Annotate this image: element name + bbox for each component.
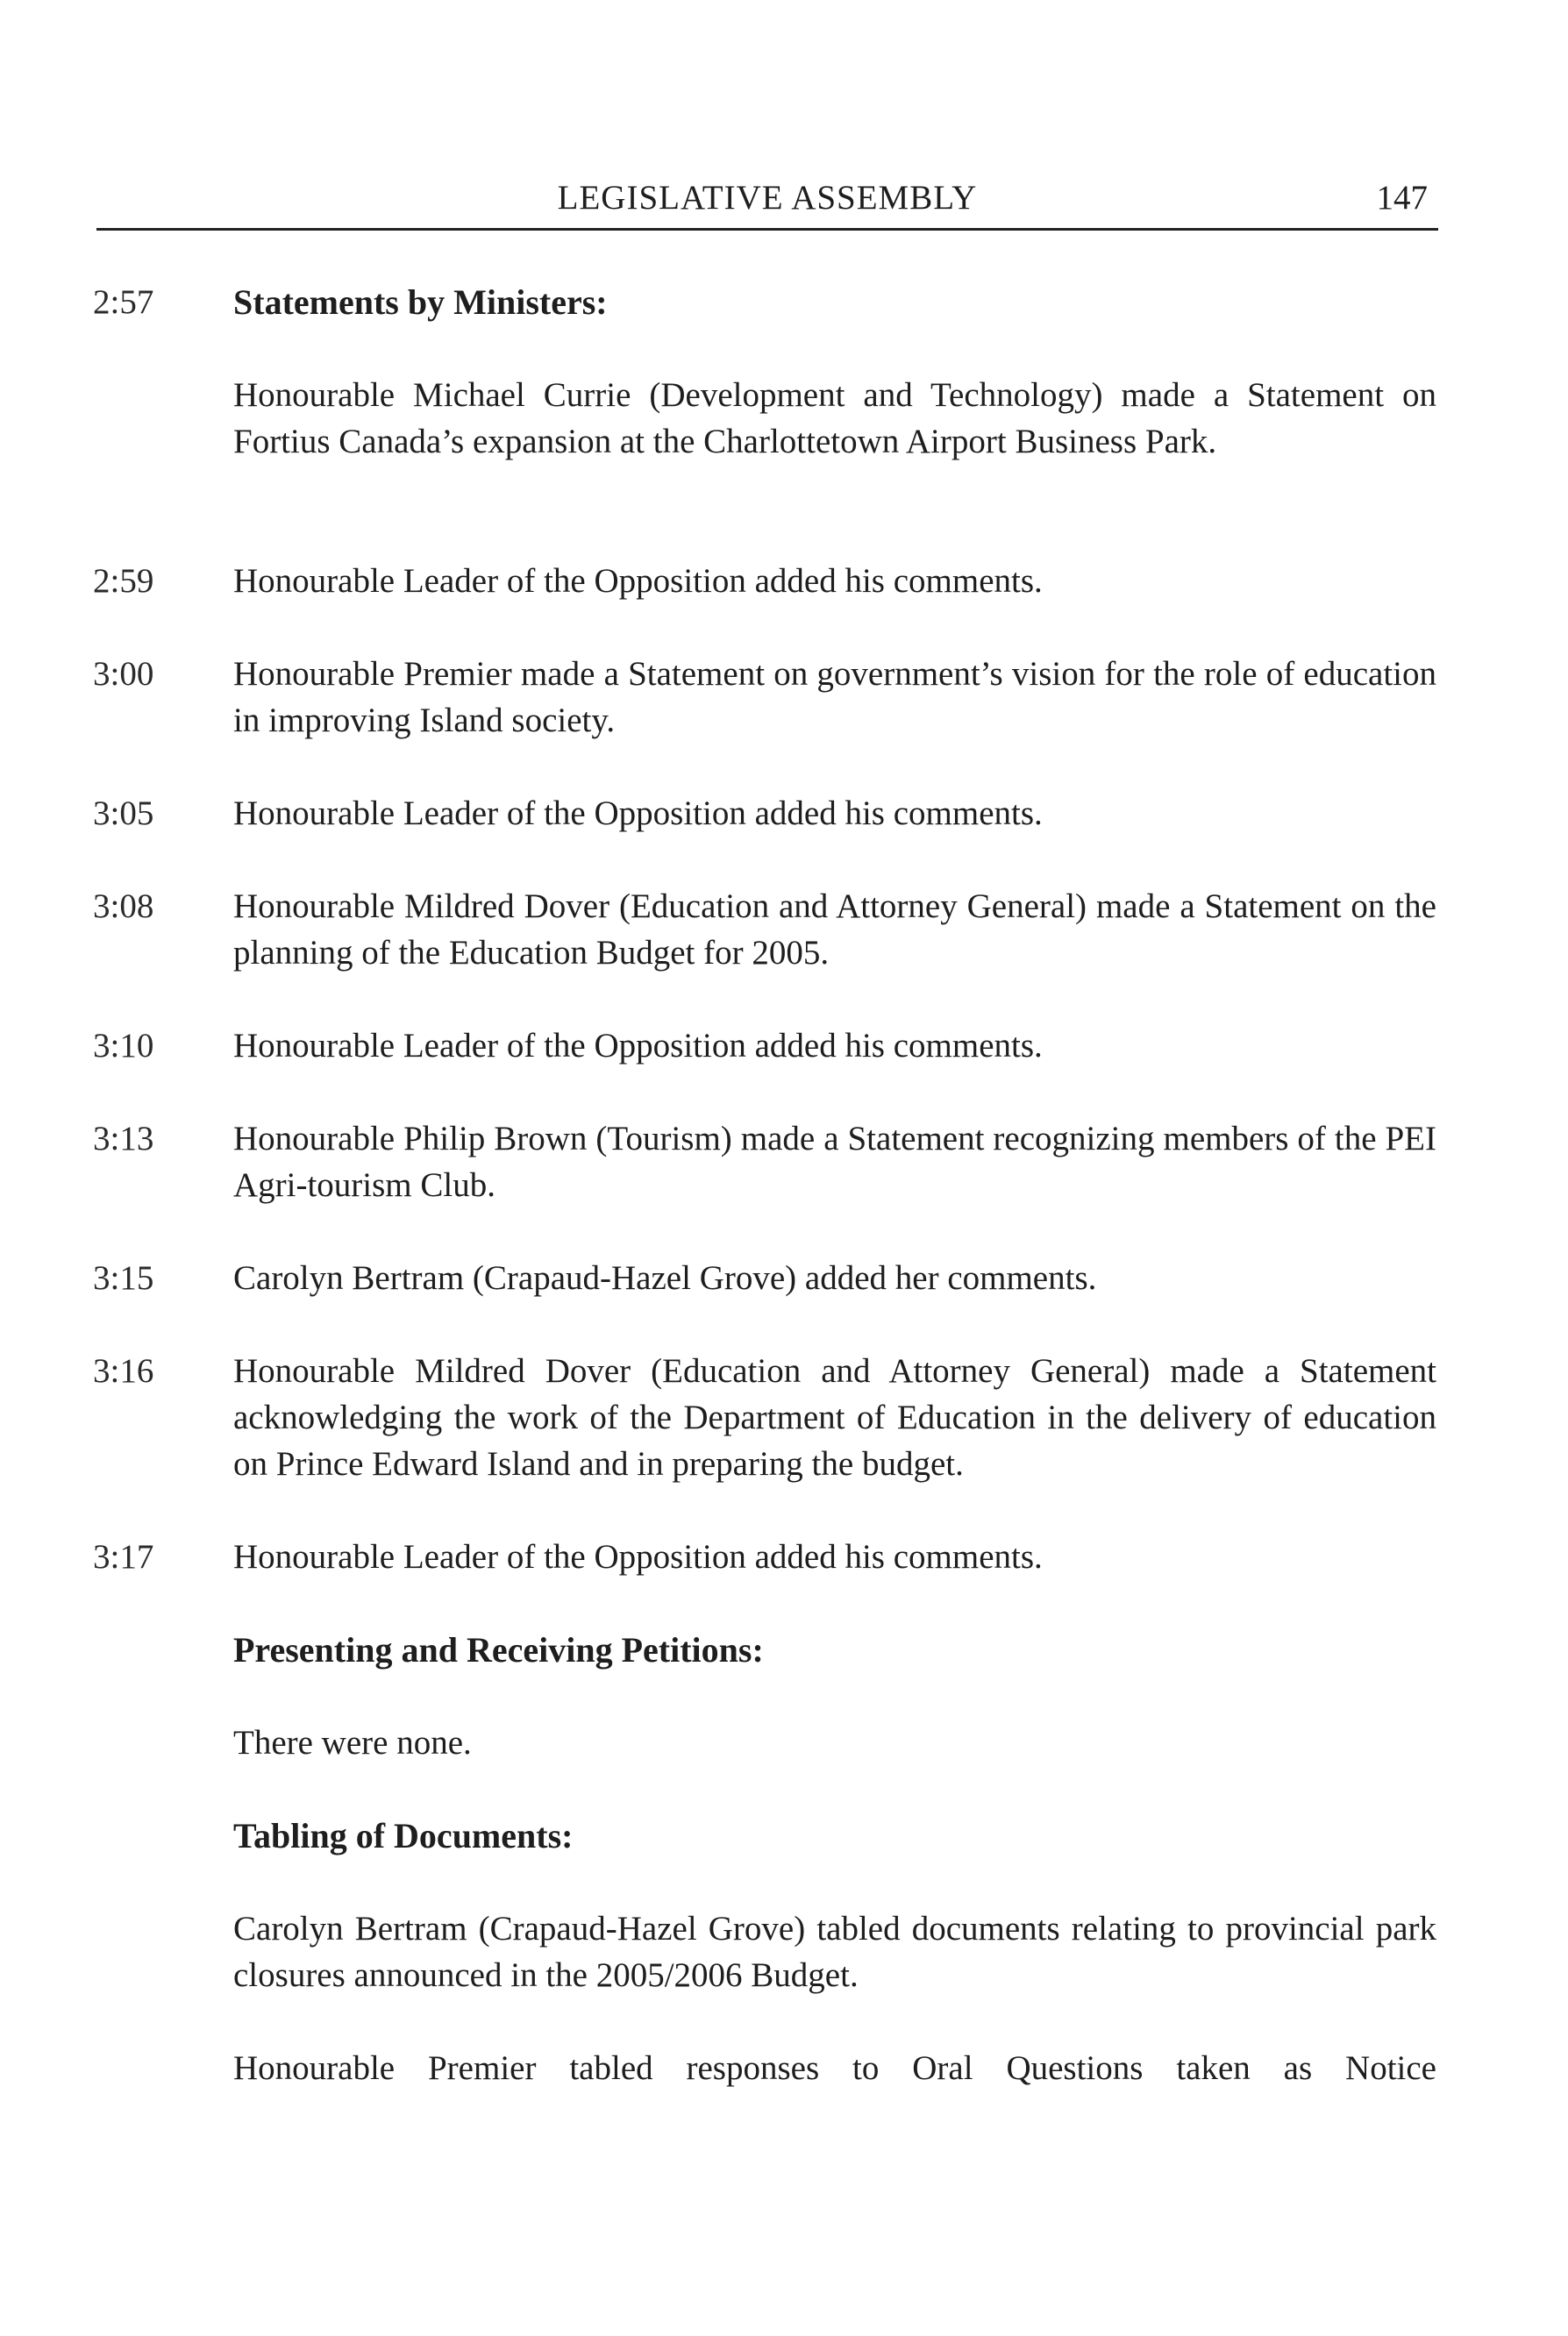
petitions-text: There were none. bbox=[233, 1724, 472, 1762]
entry-time: 3:05 bbox=[93, 794, 154, 832]
entry-time: 3:16 bbox=[93, 1352, 154, 1390]
entry-time: 3:08 bbox=[93, 887, 154, 925]
entry-text: Honourable Michael Currie (Development and Technology) made a Statement on Fortius Canada’s expansion at the Charlottetown Airport Business Park. bbox=[233, 376, 1436, 460]
entry-text: Honourable Mildred Dover (Education and Attorney General) made a Statement on the planning of the Education Budget for 2005. bbox=[233, 887, 1436, 972]
entry-time: 3:13 bbox=[93, 1120, 154, 1157]
entry-text: Honourable Mildred Dover (Education and Attorney General) made a Statement acknowledging the work of the Department of Education in the delivery of education on Prince Edward Island and in preparing the budget. bbox=[233, 1352, 1436, 1483]
entry-time: 3:15 bbox=[93, 1259, 154, 1297]
section-heading-petitions: Presenting and Receiving Petitions: bbox=[233, 1630, 764, 1670]
section-heading-tabling: Tabling of Documents: bbox=[233, 1816, 574, 1855]
entry-text: Honourable Philip Brown (Tourism) made a Statement recognizing members of the PEI Agri-tourism Club. bbox=[233, 1120, 1436, 1204]
running-title: LEGISLATIVE ASSEMBLY bbox=[557, 179, 978, 217]
running-header bbox=[96, 175, 1438, 231]
entry-time: 2:59 bbox=[93, 562, 154, 600]
entry-text: Honourable Premier made a Statement on government’s vision for the role of education in improving Island society. bbox=[233, 655, 1436, 739]
entry-time: 2:57 bbox=[93, 283, 154, 321]
entry-time: 3:10 bbox=[93, 1027, 154, 1065]
entry-text: Honourable Leader of the Opposition added his comments. bbox=[233, 562, 1043, 600]
entry-time: 3:17 bbox=[93, 1538, 154, 1576]
entry-text: Honourable Leader of the Opposition added his comments. bbox=[233, 1538, 1043, 1576]
page-number: 147 bbox=[1376, 179, 1428, 217]
entry-text: Honourable Leader of the Opposition added his comments. bbox=[233, 794, 1043, 832]
entry-time: 3:00 bbox=[93, 655, 154, 693]
tabling-text: Honourable Premier tabled responses to Oral Questions taken as Notice bbox=[233, 2049, 1436, 2087]
tabling-text: Carolyn Bertram (Crapaud-Hazel Grove) tabled documents relating to provincial park closures announced in the 2005/2006 Budget. bbox=[233, 1910, 1436, 1994]
section-heading-statements: Statements by Ministers: bbox=[233, 282, 608, 322]
entry-text: Carolyn Bertram (Crapaud-Hazel Grove) added her comments. bbox=[233, 1259, 1097, 1297]
entry-text: Honourable Leader of the Opposition added his comments. bbox=[233, 1027, 1043, 1065]
